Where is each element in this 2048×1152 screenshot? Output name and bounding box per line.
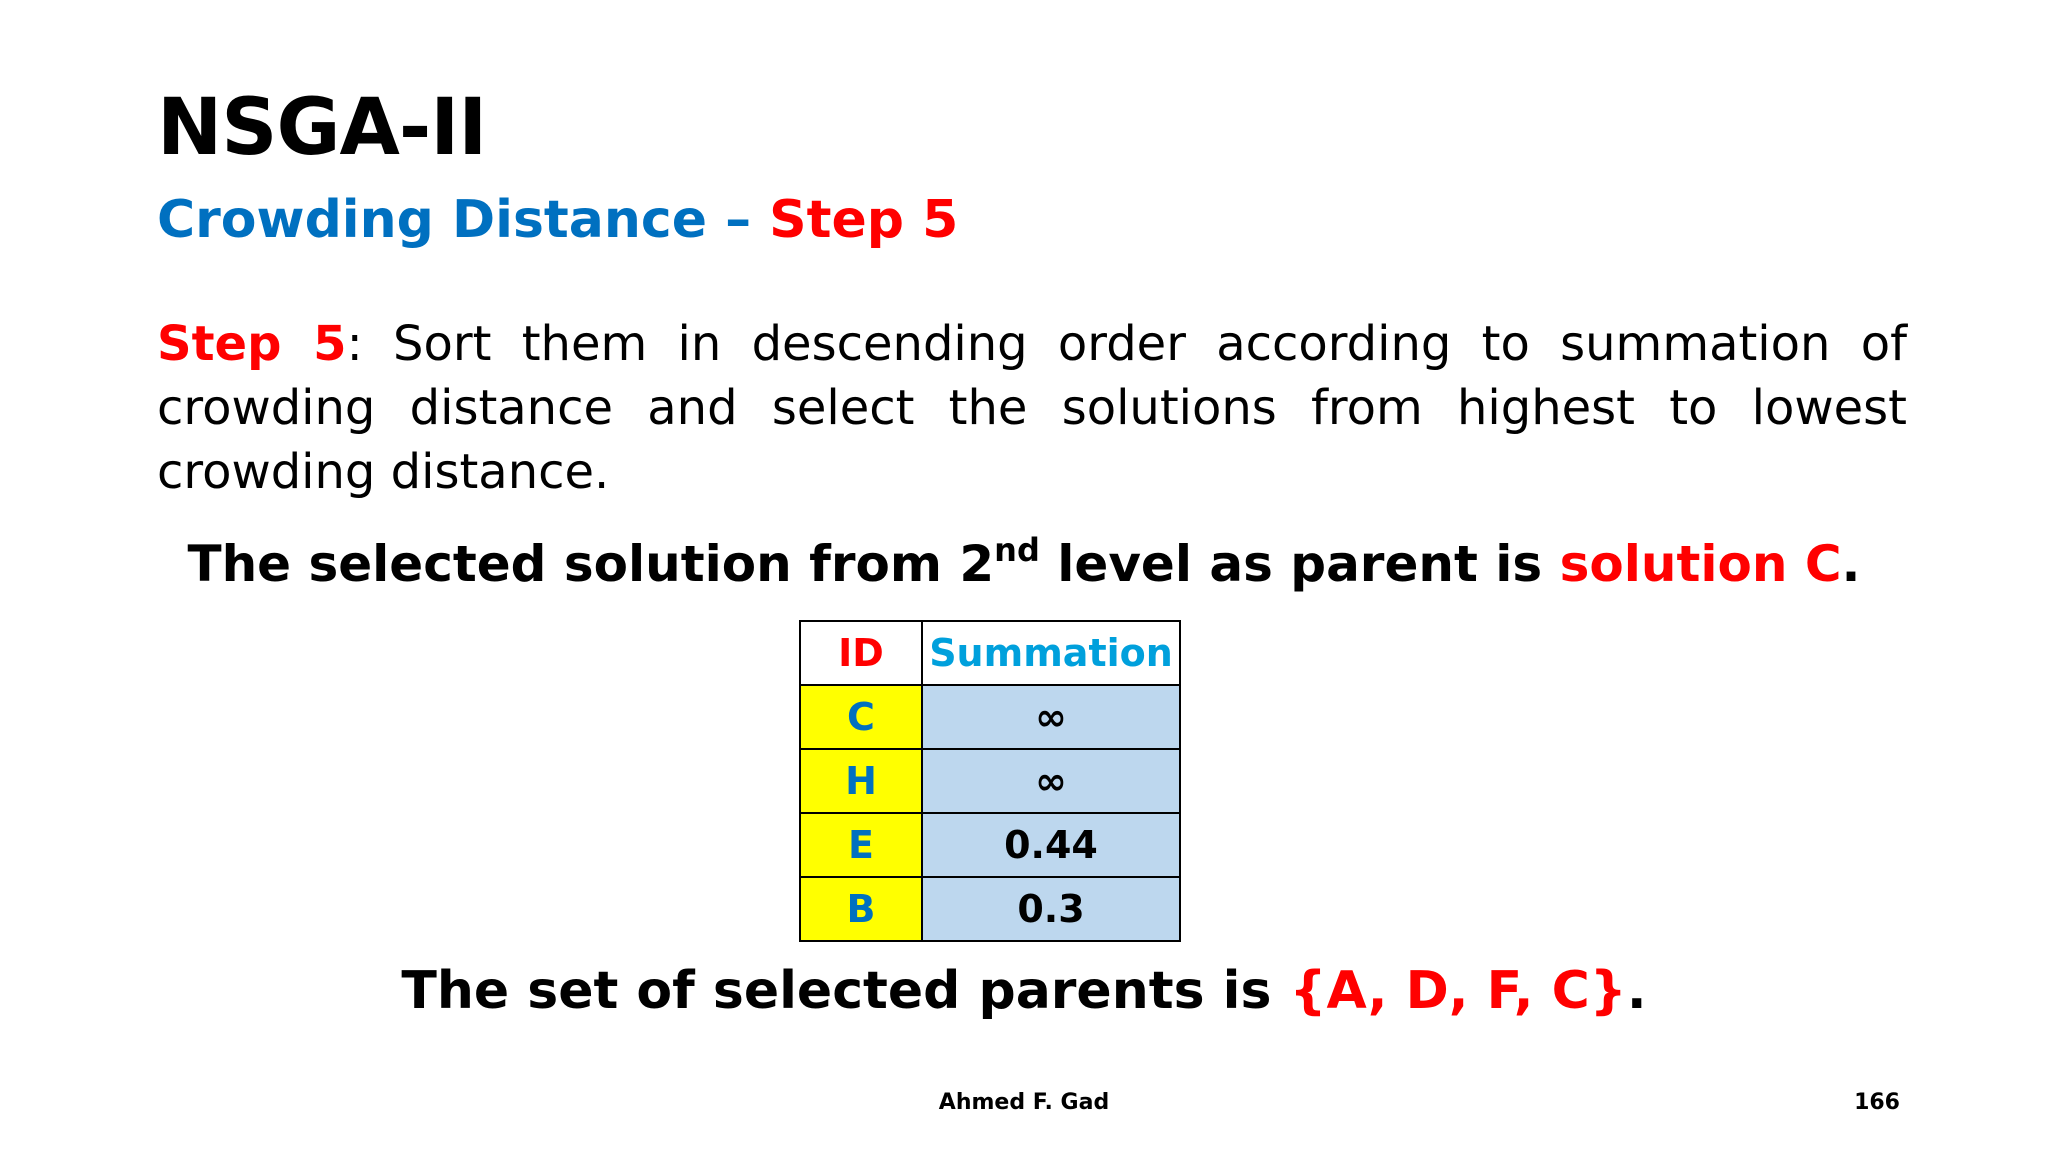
selected-parents-statement <box>0 958 2048 1024</box>
row-id: C <box>800 685 922 749</box>
parents-highlight: {A, D, F, C} <box>1289 961 1627 1021</box>
step-description <box>157 312 1907 504</box>
selected-highlight: solution C <box>1559 535 1842 593</box>
parents-prefix: The set of selected parents is <box>401 961 1290 1021</box>
slide-title: NSGA-II <box>157 83 487 173</box>
row-summation: 0.3 <box>922 877 1180 941</box>
page-number: 166 <box>1854 1090 1900 1115</box>
header-id: ID <box>800 621 922 685</box>
table-row <box>800 685 1180 749</box>
selected-middle: level as parent is <box>1039 535 1560 593</box>
row-summation: ∞ <box>922 685 1180 749</box>
selected-suffix: . <box>1841 535 1861 593</box>
table-row <box>800 813 1180 877</box>
summation-table <box>799 620 1181 942</box>
selected-superscript: nd <box>994 531 1040 569</box>
row-id: B <box>800 877 922 941</box>
table-row <box>800 749 1180 813</box>
row-summation: ∞ <box>922 749 1180 813</box>
row-id: E <box>800 813 922 877</box>
table-row <box>800 877 1180 941</box>
footer-author: Ahmed F. Gad <box>938 1090 1110 1115</box>
table-header-row <box>800 621 1180 685</box>
header-summation: Summation <box>922 621 1180 685</box>
parents-suffix: . <box>1626 961 1647 1021</box>
subtitle-step: Step 5 <box>769 190 959 250</box>
step-text: : Sort them in descending order according to summation of crowding distance and select the solutions from highest to lowest crowding distance. <box>157 316 1907 500</box>
step-label: Step 5 <box>157 316 347 372</box>
subtitle-main: Crowding Distance – <box>157 190 770 250</box>
row-id: H <box>800 749 922 813</box>
slide-subtitle <box>157 192 958 249</box>
selected-prefix: The selected solution from 2 <box>187 535 995 593</box>
selected-solution-statement <box>0 532 2048 596</box>
row-summation: 0.44 <box>922 813 1180 877</box>
